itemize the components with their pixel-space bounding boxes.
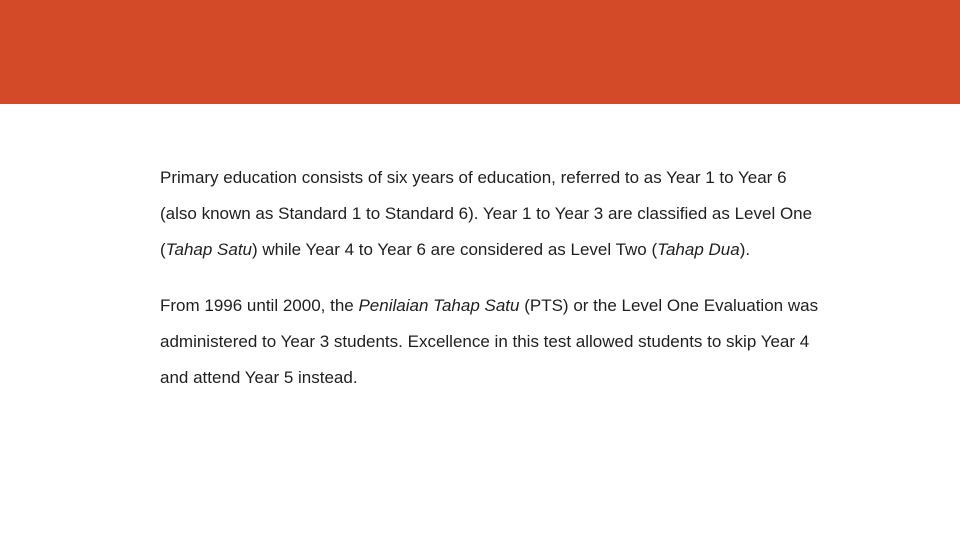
italic-term-tahap-dua: Tahap Dua <box>657 240 740 259</box>
paragraph-primary-education <box>160 160 820 268</box>
text-segment: From 1996 until 2000, the <box>160 296 359 315</box>
italic-term-penilaian-tahap-satu: Penilaian Tahap Satu <box>358 296 520 315</box>
slide-body <box>160 160 820 396</box>
top-banner <box>0 0 960 104</box>
italic-term-tahap-satu: Tahap Satu <box>165 240 253 259</box>
text-segment: ). <box>739 240 751 259</box>
paragraph-pts-evaluation <box>160 288 820 396</box>
text-segment: (PTS) or the Level One Evaluation was administered to Year 3 students. Excellence in this test allowed students to skip Year 4 and attend Year 5 instead. <box>160 296 819 387</box>
text-segment: ) while Year 4 to Year 6 are considered as Level Two ( <box>252 240 658 259</box>
text-segment: Primary education consists of six years of education, referred to as Year 1 to Year 6 (also known as Standard 1 to Standard 6). Year 1 to Year 3 are classified as Level One ( <box>160 168 813 259</box>
